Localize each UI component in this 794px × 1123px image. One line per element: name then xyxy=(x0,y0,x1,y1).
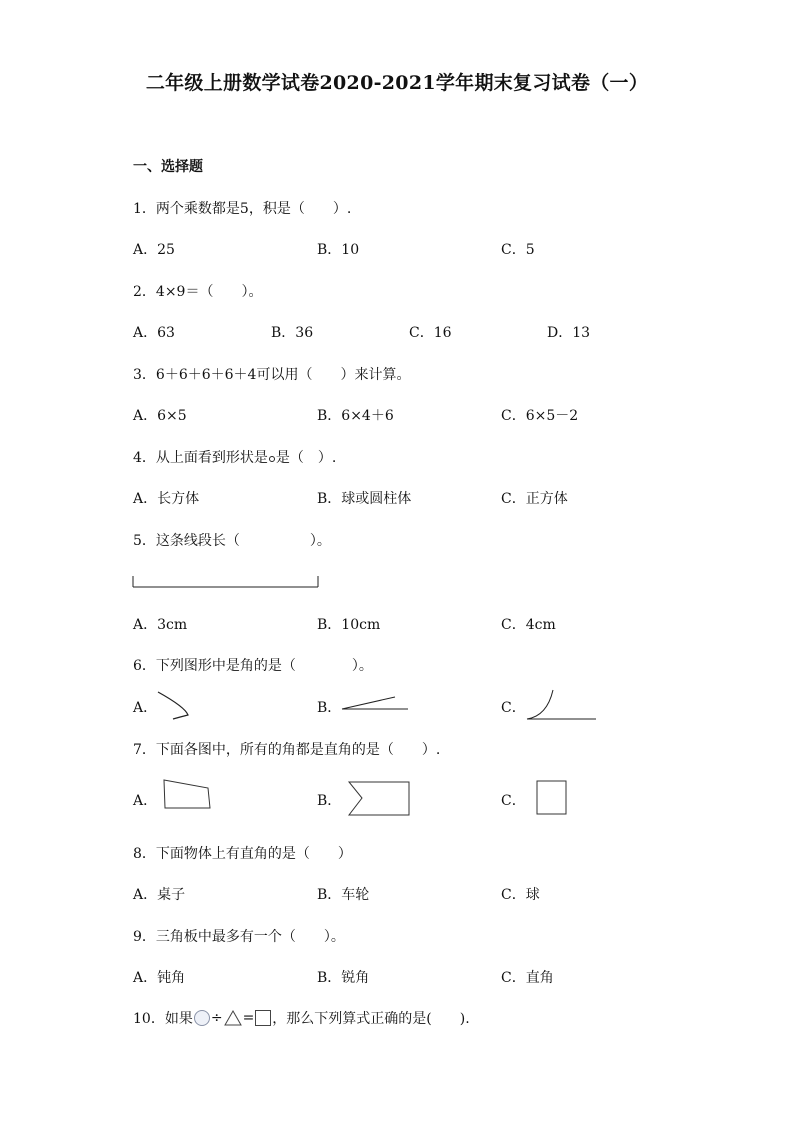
question-2: 2．4×9＝（ ）。 xyxy=(133,284,263,300)
triangle-shape-icon xyxy=(223,1009,243,1027)
question-4 xyxy=(133,447,336,467)
q6-option-c-label: C． xyxy=(501,700,526,716)
q10-divide-sign: ÷ xyxy=(210,1010,223,1026)
question-6: 6．下列图形中是角的是（ ）。 xyxy=(133,658,373,674)
q7-option-b[interactable] xyxy=(317,790,341,810)
q6-option-b-label: B． xyxy=(317,700,342,716)
q6-option-a-label: A． xyxy=(133,700,158,716)
q5-option-c[interactable]: C．4cm xyxy=(501,617,556,633)
q3-option-c[interactable]: C．6×5－2 xyxy=(501,408,579,424)
question-3: 3．6＋6＋6＋6＋4可以用（ ）来计算。 xyxy=(133,367,411,383)
q6-figure-b-angle xyxy=(340,694,412,712)
question-8: 8．下面物体上有直角的是（ ） xyxy=(133,846,352,862)
question-9: 9．三角板中最多有一个（ ）。 xyxy=(133,929,345,945)
q8-option-b[interactable]: B．车轮 xyxy=(317,887,370,903)
q7-option-b-label: B． xyxy=(317,793,342,809)
question-10 xyxy=(133,1008,470,1028)
q7-option-a[interactable] xyxy=(133,790,157,810)
q2-option-c[interactable]: C．16 xyxy=(409,325,452,341)
question-7: 7．下面各图中，所有的角都是直角的是（ ）. xyxy=(133,742,441,758)
q9-option-b[interactable]: B．锐角 xyxy=(317,970,370,986)
q5-option-b[interactable]: B．10cm xyxy=(317,617,381,633)
q1-option-b[interactable]: B．10 xyxy=(317,242,360,258)
q7-option-a-label: A． xyxy=(133,793,158,809)
q10-text-before: 10．如果 xyxy=(133,1011,193,1027)
q2-option-d[interactable]: D．13 xyxy=(547,325,591,341)
section-heading: 一、选择题 xyxy=(133,159,203,175)
q7-figure-b-pentagon xyxy=(346,780,412,818)
q7-option-c[interactable] xyxy=(501,790,526,810)
q7-figure-c-rectangle xyxy=(535,779,569,817)
q4-text-before: 4．从上面看到形状是 xyxy=(133,450,268,466)
q4-option-c[interactable]: C．正方体 xyxy=(501,491,568,507)
q1-option-a[interactable]: A．25 xyxy=(133,242,175,258)
q2-option-a[interactable]: A．63 xyxy=(133,325,175,341)
q5-option-a[interactable]: A．3cm xyxy=(133,617,188,633)
q8-option-a[interactable]: A．桌子 xyxy=(133,887,186,903)
q6-figure-a-curve xyxy=(155,689,193,721)
square-shape-icon xyxy=(254,1009,272,1027)
q10-equals-sign: = xyxy=(242,1010,255,1026)
circle-shape-icon xyxy=(193,1009,211,1027)
q10-text-after: ，那么下列算式正确的是( ). xyxy=(272,1011,470,1027)
q7-option-c-label: C． xyxy=(501,793,526,809)
question-5: 5．这条线段长（ ）。 xyxy=(133,533,331,549)
q4-option-a[interactable]: A．长方体 xyxy=(133,491,200,507)
question-1: 1．两个乘数都是5，积是（ ）. xyxy=(133,201,352,217)
q9-option-c[interactable]: C．直角 xyxy=(501,970,554,986)
q2-option-b[interactable]: B．36 xyxy=(271,325,314,341)
q3-option-a[interactable]: A．6×5 xyxy=(133,408,187,424)
q1-option-c[interactable]: C．5 xyxy=(501,242,535,258)
page-title: 二年级上册数学试卷2020-2021学年期末复习试卷（一） xyxy=(145,72,649,94)
q4-option-b[interactable]: B．球或圆柱体 xyxy=(317,491,412,507)
small-circle-icon xyxy=(268,454,276,462)
q6-figure-c-arc xyxy=(523,686,599,722)
q9-option-a[interactable]: A．钝角 xyxy=(133,970,186,986)
line-segment-figure xyxy=(131,575,321,589)
q6-option-c[interactable] xyxy=(501,697,526,717)
q8-option-c[interactable]: C．球 xyxy=(501,887,540,903)
q3-option-b[interactable]: B．6×4＋6 xyxy=(317,408,394,424)
q6-option-b[interactable] xyxy=(317,697,341,717)
q6-option-a[interactable] xyxy=(133,697,157,717)
q7-figure-a-quadrilateral xyxy=(160,778,214,812)
q4-text-after: 是（ ）. xyxy=(275,450,337,466)
